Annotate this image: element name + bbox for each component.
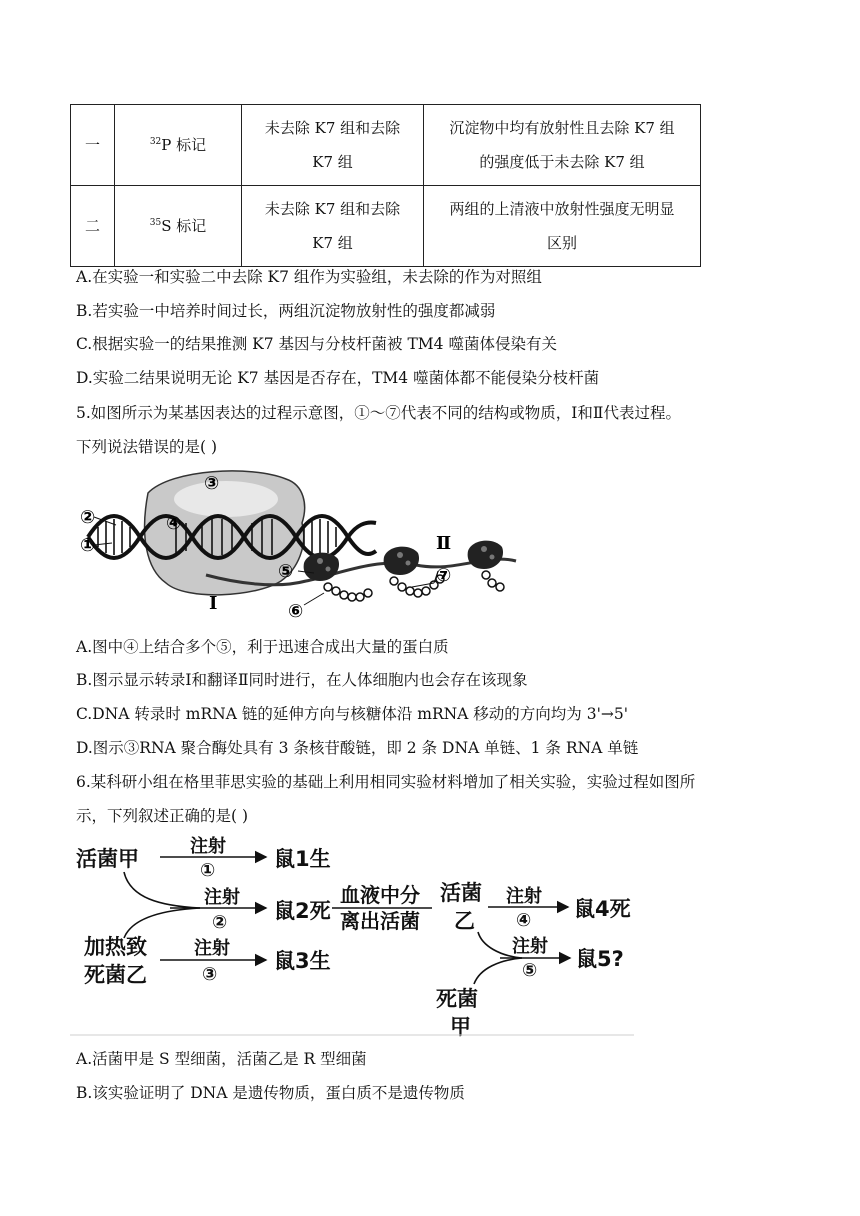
rna-polymerase-highlight — [174, 481, 278, 517]
option-b: B.若实验一中培养时间过长，两组沉淀物放射性的强度都减弱 — [76, 302, 496, 320]
group-line: K7 组 — [312, 153, 353, 171]
option-a: A.在实验一和实验二中去除 K7 组作为实验组，未去除的作为对照组 — [76, 268, 542, 286]
label-1: ① — [80, 535, 96, 556]
dead-bacteria-a-line2: 甲 — [450, 1015, 471, 1038]
ribosome-1 — [304, 553, 339, 581]
label-text: P 标记 — [161, 136, 207, 154]
option-a: A.图中④上结合多个⑤，利于迅速合成出大量的蛋白质 — [76, 638, 449, 656]
inject-label: 注射 — [204, 887, 240, 908]
label-text: S 标记 — [161, 217, 207, 235]
result-line: 沉淀物中均有放射性且去除 K7 组 — [449, 119, 675, 137]
inject-label: 注射 — [506, 886, 542, 907]
question-5-stem-cont: 下列说法错误的是( ) — [76, 438, 218, 456]
option-b: B.该实验证明了 DNA 是遗传物质，蛋白质不是遗传物质 — [76, 1084, 465, 1102]
step-4: ④ — [516, 910, 532, 931]
mouse-3: 鼠3生 — [274, 949, 331, 973]
label-5: ⑤ — [278, 561, 294, 582]
label-4: ④ — [166, 513, 182, 534]
result-line: 区别 — [546, 234, 577, 252]
label-cell — [115, 105, 242, 186]
ribosome-3 — [468, 541, 503, 569]
result-line: 两组的上清液中放射性强度无明显 — [449, 200, 675, 218]
step-1: ① — [200, 860, 216, 881]
option-d: D.图示③RNA 聚合酶处具有 3 条核苷酸链，即 2 条 DNA 单链、1 条 RNA 单链 — [76, 739, 639, 757]
heat-killed-b-line1: 加热致 — [84, 935, 147, 959]
mouse-4: 鼠4死 — [574, 897, 631, 921]
blood-isolation-line1: 血液中分 — [340, 883, 420, 907]
live-bacteria-b-line1: 活菌 — [440, 881, 482, 905]
inject-label: 注射 — [190, 836, 226, 857]
inject-label: 注射 — [194, 938, 230, 959]
mouse-5: 鼠5? — [576, 947, 624, 971]
label-2: ② — [80, 507, 96, 528]
option-c: C.根据实验一的结果推测 K7 基因与分枝杆菌被 TM4 噬菌体侵染有关 — [76, 335, 557, 353]
question-6-stem: 6.某科研小组在格里菲思实验的基础上利用相同实验材料增加了相关实验，实验过程如图所 — [76, 773, 696, 791]
result-cell — [424, 105, 701, 186]
group-cell — [242, 105, 424, 186]
blood-isolation-line2: 离出活菌 — [340, 909, 420, 933]
isotope-mass: 35 — [149, 218, 162, 228]
label-3: ③ — [204, 473, 220, 494]
live-bacteria-b-line2: 乙 — [454, 909, 475, 933]
option-d: D.实验二结果说明无论 K7 基因是否存在，TM4 噬菌体都不能侵染分枝杆菌 — [76, 369, 600, 387]
step-5: ⑤ — [522, 960, 538, 981]
polypeptide-chains — [324, 571, 504, 601]
group-cell — [242, 186, 424, 267]
experiment-number: 一 — [71, 105, 115, 186]
process-2-label: Ⅱ — [436, 533, 452, 554]
option-c: C.DNA 转录时 mRNA 链的延伸方向与核糖体沿 mRNA 移动的方向均为 3'→5' — [76, 705, 628, 723]
process-1-label: Ⅰ — [209, 593, 218, 614]
merge-curve-5-bottom — [474, 958, 522, 984]
result-cell — [424, 186, 701, 267]
gene-expression-figure — [76, 465, 536, 625]
table-row — [71, 186, 701, 267]
label-6: ⑥ — [288, 601, 304, 622]
question-5-stem: 5.如图所示为某基因表达的过程示意图，①～⑦代表不同的结构或物质，Ⅰ和Ⅱ代表过程。 — [76, 404, 681, 422]
group-line: K7 组 — [312, 234, 353, 252]
experiment-table — [70, 104, 701, 267]
label-cell — [115, 186, 242, 267]
step-2: ② — [212, 912, 228, 933]
griffith-experiment-diagram — [70, 828, 640, 1038]
option-a: A.活菌甲是 S 型细菌，活菌乙是 R 型细菌 — [76, 1050, 367, 1068]
experiment-number: 二 — [71, 186, 115, 267]
option-b: B.图示显示转录Ⅰ和翻译Ⅱ同时进行，在人体细胞内也会存在该现象 — [76, 671, 528, 689]
merge-curve-top — [124, 872, 200, 908]
merge-curve-bottom — [124, 908, 200, 938]
question-6-stem-cont: 示，下列叙述正确的是( ) — [76, 807, 249, 825]
mouse-2: 鼠2死 — [274, 899, 331, 923]
inject-label: 注射 — [512, 936, 548, 957]
table-row — [71, 105, 701, 186]
live-bacteria-a: 活菌甲 — [76, 847, 139, 871]
result-line: 的强度低于未去除 K7 组 — [479, 153, 645, 171]
isotope-mass: 32 — [149, 137, 162, 147]
mouse-1: 鼠1生 — [274, 847, 331, 871]
ribosome-2 — [384, 547, 419, 575]
group-line: 未去除 K7 组和去除 — [264, 119, 401, 137]
label-7: ⑦ — [436, 565, 452, 586]
step-3: ③ — [202, 964, 218, 985]
group-line: 未去除 K7 组和去除 — [264, 200, 401, 218]
dead-bacteria-a-line1: 死菌 — [436, 987, 478, 1011]
heat-killed-b-line2: 死菌乙 — [84, 963, 147, 987]
